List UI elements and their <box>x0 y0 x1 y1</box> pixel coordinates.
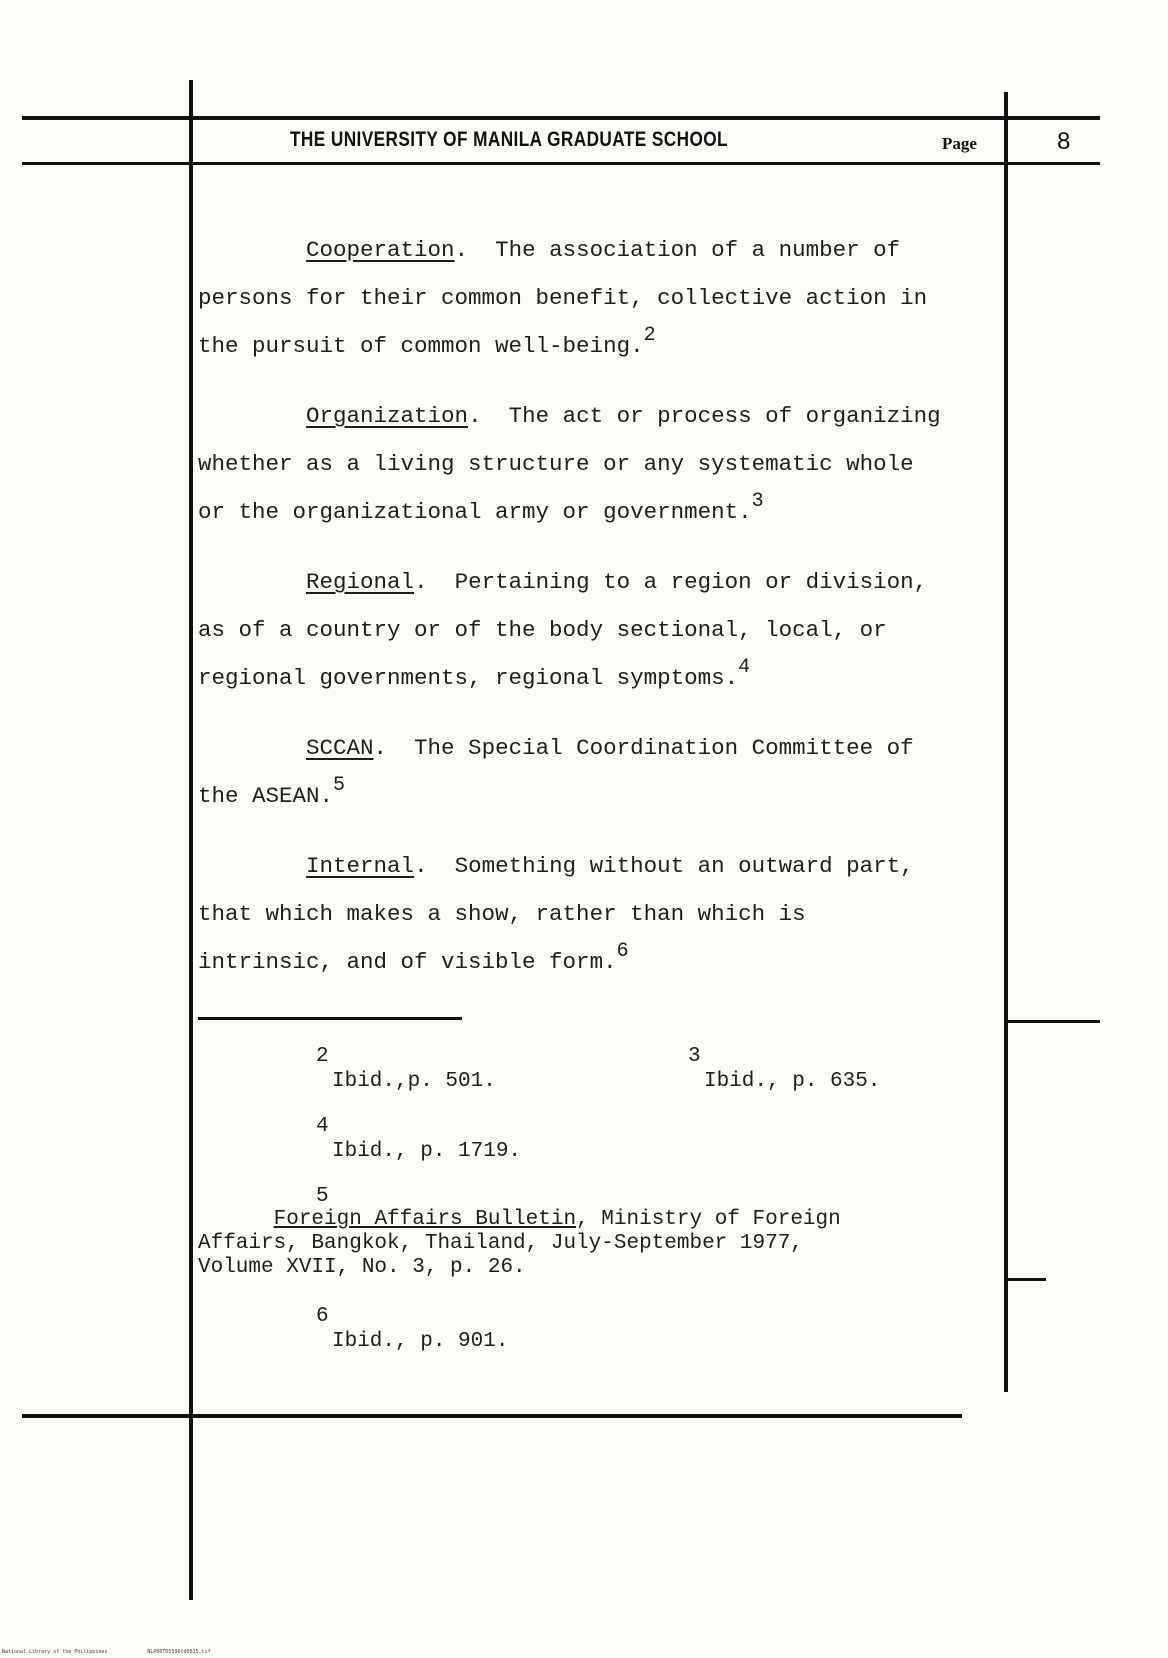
term: Cooperation <box>306 237 455 263</box>
header-top-rule <box>22 116 1100 120</box>
footnote-separator <box>198 1017 462 1020</box>
footnote-ref: 2 <box>643 323 656 347</box>
footnote-text-long: Foreign Affairs Bulletin, Ministry of Foreign Affairs, Bangkok, Thailand, July-September 1977, Volume XVII, No. 3, p. 26. <box>198 1208 841 1279</box>
scan-footer <box>2 1649 211 1655</box>
footnote-ref: 4 <box>738 655 751 679</box>
footnote-text: Ibid., p. 1719. <box>332 1140 522 1163</box>
term: SCCAN <box>306 735 374 761</box>
header-bottom-rule <box>22 162 1100 165</box>
page-label: Page <box>942 134 977 153</box>
term: Internal <box>306 853 415 879</box>
footnote-ref: 6 <box>616 939 629 963</box>
right-tab-rule-2 <box>1004 1278 1046 1281</box>
institution-title: THE UNIVERSITY OF MANILA GRADUATE SCHOOL <box>290 128 728 151</box>
footnote-number: 5 <box>316 1185 329 1208</box>
publication-title: Foreign Affairs Bulletin <box>273 1208 577 1231</box>
definition-organization: Organization. The act or process of organizing whether as a living structure or any systematic whole or the organizational army or government.$^3$ <box>198 403 941 525</box>
right-margin-rule <box>1004 92 1008 1392</box>
library-name: National Library of the Philippines <box>2 1649 108 1655</box>
footnote-text: Ibid., p. 635. <box>704 1070 881 1093</box>
term: Regional <box>306 569 415 595</box>
footnote-ref: 3 <box>751 489 764 513</box>
footnote-number: 2 <box>316 1045 329 1068</box>
footnote-ref: 5 <box>333 773 346 797</box>
footnote-text: Ibid., p. 901. <box>332 1330 509 1353</box>
definition-internal: Internal. Something without an outward part, that which makes a show, rather than which is intrinsic, and of visible form.$^6$ <box>198 853 914 975</box>
definition-cooperation: Cooperation. The association of a number of persons for their common benefit, collective action in the pursuit of common well-being.$^2$ <box>198 237 928 359</box>
footnote-text: Ibid.,p. 501. <box>332 1070 496 1093</box>
page-number: 8 <box>1057 128 1071 155</box>
definition-sccan: SCCAN. The Special Coordination Committee of the ASEAN.$^5$ <box>198 735 914 809</box>
footnote-number: 6 <box>316 1305 329 1328</box>
bottom-rule <box>22 1414 962 1418</box>
left-margin-rule <box>189 80 193 1600</box>
right-tab-rule-1 <box>1004 1020 1100 1023</box>
term: Organization <box>306 403 469 429</box>
footnote-number: 3 <box>688 1045 701 1068</box>
definition-regional: Regional. Pertaining to a region or division, as of a country or of the body sectional, local, or regional governments, regional symptoms.$^4$ <box>198 569 928 691</box>
footnote-number: 4 <box>316 1115 329 1138</box>
scan-filename: NLP00TD5596td0015.tif <box>147 1649 211 1655</box>
